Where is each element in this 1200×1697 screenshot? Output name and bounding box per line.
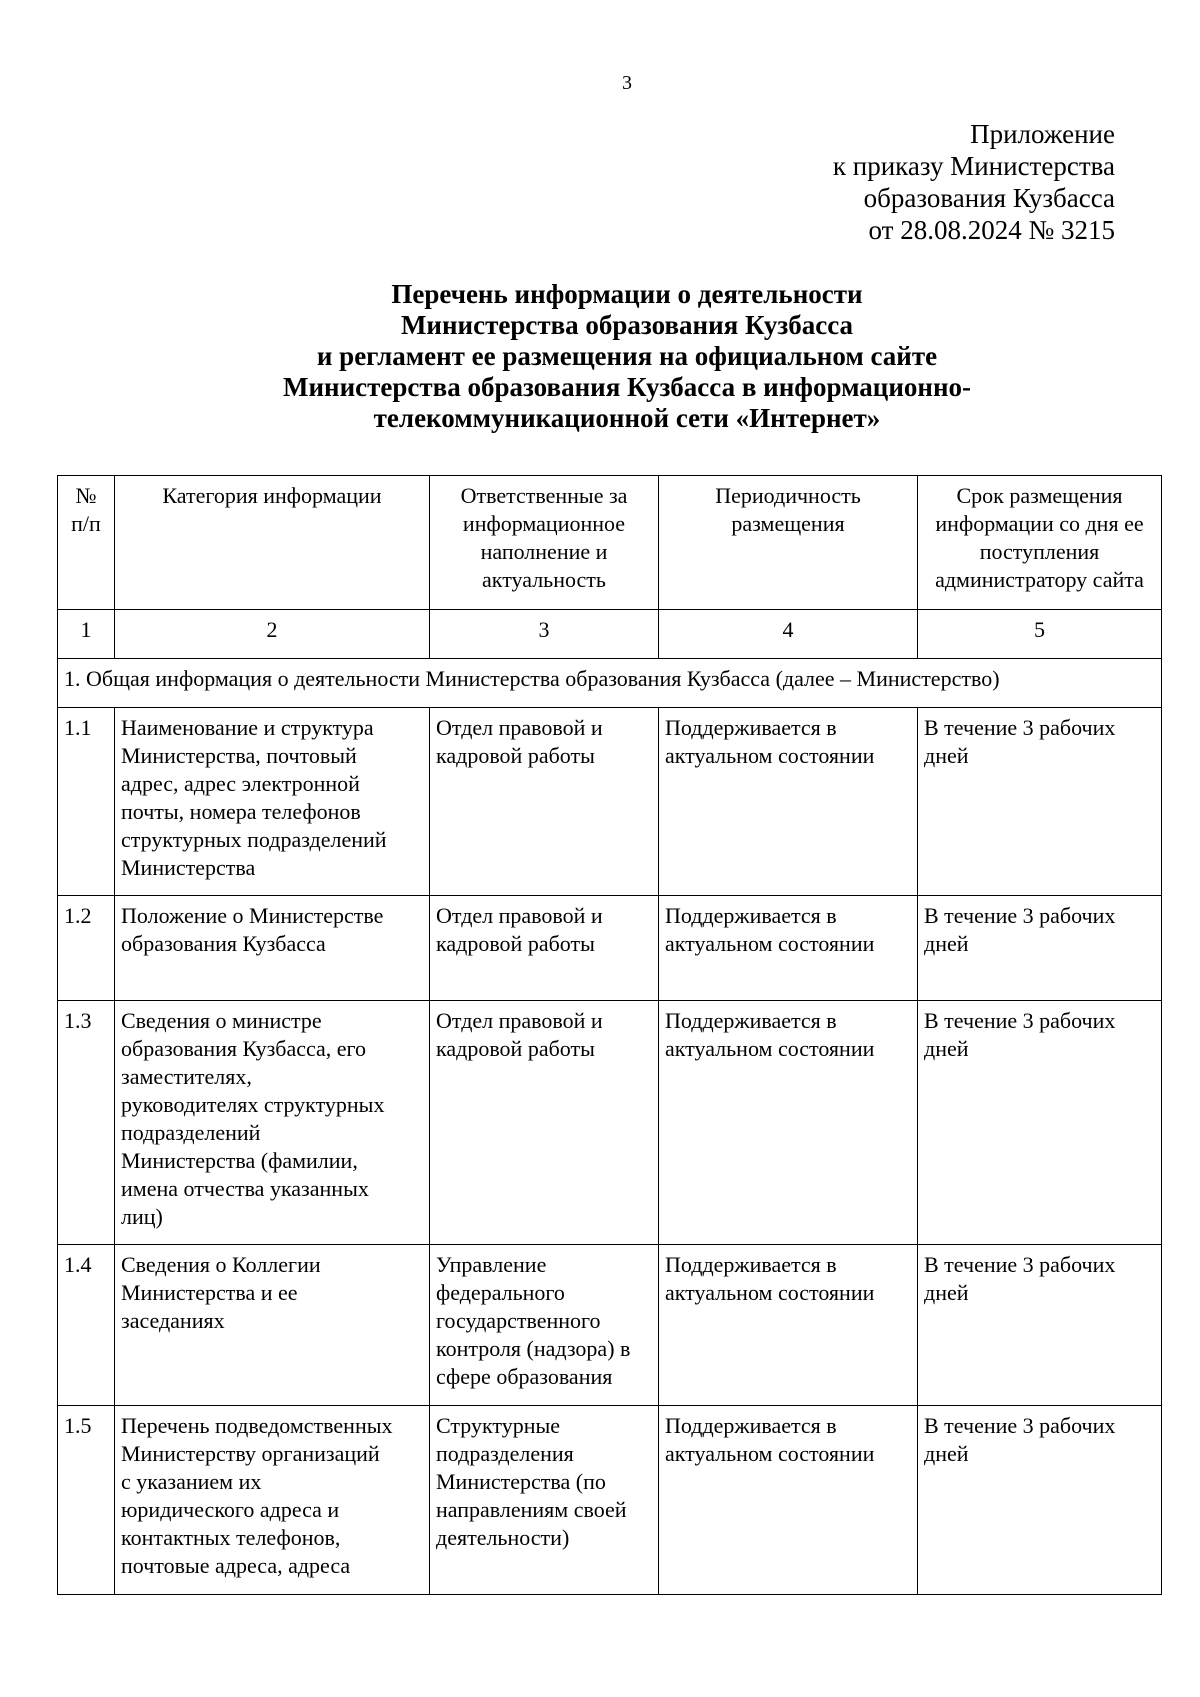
- cell-text: Сведения о министре образования Кузбасса, его заместителях, руководителях структурных подразделений Министерства (фамилии, имена отчества указанных лиц): [121, 1008, 385, 1229]
- row-number: 1.4: [58, 1245, 115, 1406]
- column-number-cell: 5: [918, 610, 1162, 659]
- cell-text: Отдел правовой и кадровой работы: [436, 715, 603, 768]
- cell-text: Отдел правовой и кадровой работы: [436, 1008, 603, 1061]
- title-line: Министерства образования Кузбасса в информационно-: [282, 372, 972, 402]
- row-number: 1.5: [58, 1406, 115, 1595]
- row-responsible: [430, 1245, 659, 1406]
- appendix-line: от 28.08.2024 № 3215: [868, 215, 1115, 245]
- cell-text: В течение 3 рабочих дней: [924, 1008, 1116, 1061]
- page-number: 3: [622, 72, 632, 94]
- row-responsible: [430, 708, 659, 896]
- row-deadline: [918, 708, 1162, 896]
- appendix-block: [833, 118, 1115, 246]
- row-deadline: [918, 1406, 1162, 1595]
- cell-text: Наименование и структура Министерства, почтовый адрес, адрес электронной почты, номера телефонов структурных подразделений Министерства: [121, 715, 387, 880]
- cell-text: В течение 3 рабочих дней: [924, 715, 1116, 768]
- row-category: [115, 708, 430, 896]
- cell-text: Сведения о Коллегии Министерства и ее заседаниях: [121, 1252, 321, 1333]
- table-row: [58, 1001, 1162, 1245]
- header-text: Срок размещения информации со дня ее поступления администратору сайта: [935, 483, 1144, 592]
- header-text: Категория информации: [162, 483, 382, 508]
- header-cell-periodicity: [659, 476, 918, 610]
- title-line: Перечень информации о деятельности: [391, 279, 863, 309]
- row-deadline: [918, 896, 1162, 1001]
- row-category: [115, 1001, 430, 1245]
- row-deadline: [918, 1001, 1162, 1245]
- appendix-line: к приказу Министерства: [832, 151, 1115, 181]
- cell-text: Поддерживается в актуальном состоянии: [665, 1008, 875, 1061]
- cell-text: Перечень подведомственных Министерству организаций с указанием их юридического адреса и контактных телефонов, почтовые адреса, адреса: [121, 1413, 393, 1578]
- table-header-row: [58, 476, 1162, 610]
- cell-text: Положение о Министерстве образования Кузбасса: [121, 903, 384, 956]
- table-row: [58, 708, 1162, 896]
- column-number-cell: 2: [115, 610, 430, 659]
- column-number-cell: 1: [58, 610, 115, 659]
- row-periodicity: [659, 1406, 918, 1595]
- title-line: Министерства образования Кузбасса: [400, 310, 854, 340]
- cell-text: Отдел правовой и кадровой работы: [436, 903, 603, 956]
- row-number: 1.3: [58, 1001, 115, 1245]
- row-responsible: [430, 896, 659, 1001]
- row-responsible: [430, 1001, 659, 1245]
- row-category: [115, 1406, 430, 1595]
- header-cell-deadline: [918, 476, 1162, 610]
- appendix-line: образования Кузбасса: [863, 183, 1115, 213]
- header-text: № п/п: [71, 483, 101, 536]
- cell-text: В течение 3 рабочих дней: [924, 903, 1116, 956]
- cell-text: В течение 3 рабочих дней: [924, 1413, 1116, 1466]
- header-text: Периодичность размещения: [715, 483, 861, 536]
- row-number: 1.2: [58, 896, 115, 1001]
- row-responsible: [430, 1406, 659, 1595]
- cell-text: Управление федерального государственного контроля (надзора) в сфере образования: [436, 1252, 631, 1389]
- row-category: [115, 1245, 430, 1406]
- row-periodicity: [659, 896, 918, 1001]
- row-deadline: [918, 1245, 1162, 1406]
- column-number-cell: 3: [430, 610, 659, 659]
- cell-text: Поддерживается в актуальном состоянии: [665, 1413, 875, 1466]
- cell-text: Поддерживается в актуальном состоянии: [665, 715, 875, 768]
- section-title: 1. Общая информация о деятельности Министерства образования Кузбасса (далее – Министерство): [58, 659, 1162, 708]
- cell-text: В течение 3 рабочих дней: [924, 1252, 1116, 1305]
- row-periodicity: [659, 1245, 918, 1406]
- header-cell-category: [115, 476, 430, 610]
- column-number-row: [58, 610, 1162, 659]
- appendix-line: Приложение: [970, 119, 1115, 149]
- table-row: [58, 1406, 1162, 1595]
- column-number-cell: 4: [659, 610, 918, 659]
- table-row: [58, 1245, 1162, 1406]
- row-periodicity: [659, 708, 918, 896]
- section-row: [58, 659, 1162, 708]
- header-cell-responsible: [430, 476, 659, 610]
- row-number: 1.1: [58, 708, 115, 896]
- header-text: Ответственные за информационное наполнение и актуальность: [460, 483, 628, 592]
- row-periodicity: [659, 1001, 918, 1245]
- cell-text: Поддерживается в актуальном состоянии: [665, 1252, 875, 1305]
- cell-text: Поддерживается в актуальном состоянии: [665, 903, 875, 956]
- title-line: и регламент ее размещения на официальном сайте: [316, 341, 938, 371]
- cell-text: Структурные подразделения Министерства (по направлениям своей деятельности): [436, 1413, 627, 1550]
- row-category: [115, 896, 430, 1001]
- information-table: [57, 475, 1162, 1595]
- document-title: [0, 279, 1200, 434]
- title-line: телекоммуникационной сети «Интернет»: [373, 403, 881, 433]
- table-row: [58, 896, 1162, 1001]
- header-cell-number: [58, 476, 115, 610]
